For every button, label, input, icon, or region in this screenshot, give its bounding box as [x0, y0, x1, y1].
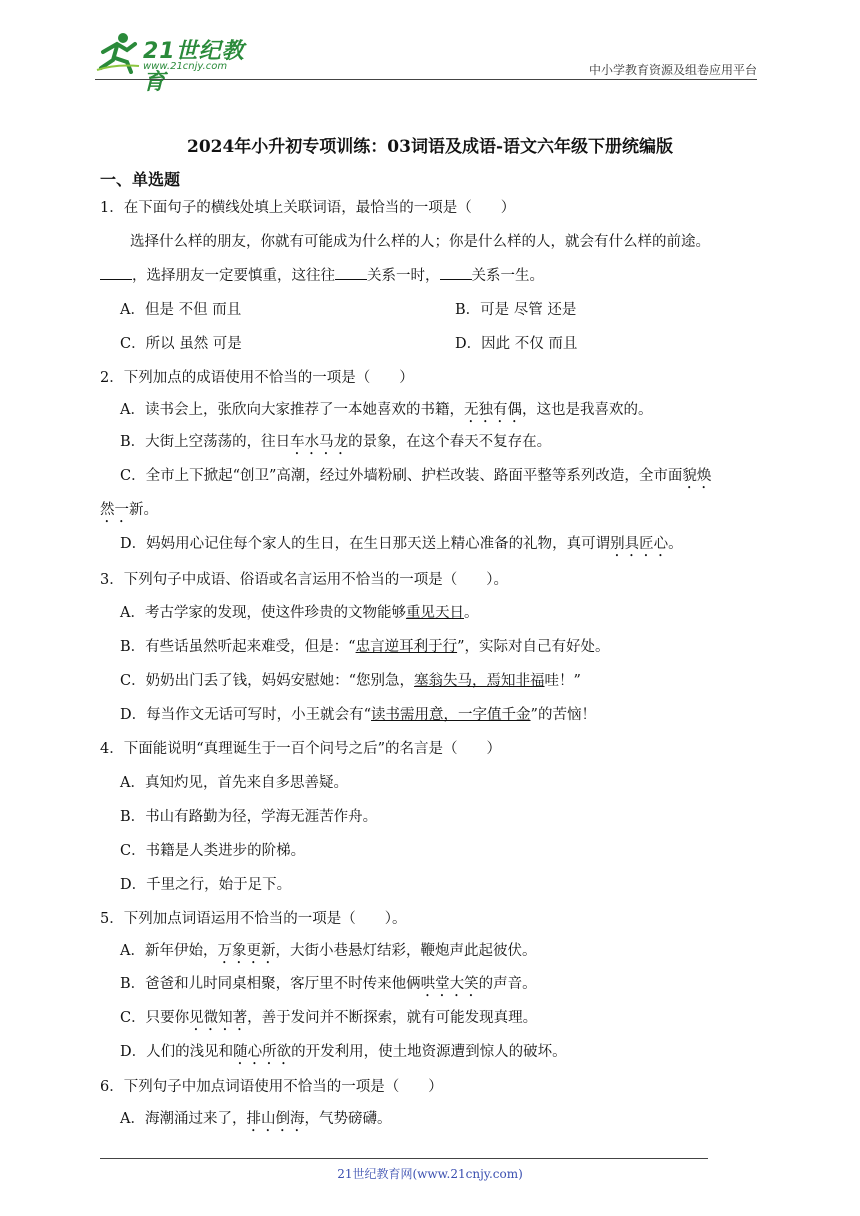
runner-logo-icon: [95, 30, 141, 74]
question-1-stem: 1．在下面句子的横线处填上关联词语，最恰当的一项是（ ）: [100, 200, 516, 216]
question-1-option-a: A．但是 不但 而且: [120, 302, 242, 318]
question-2-option-c-cont: 然一新。: [100, 502, 158, 518]
question-5-option-a: A．新年伊始，万象更新，大街小巷悬灯结彩，鞭炮声此起彼伏。: [120, 943, 537, 959]
question-1-option-b: B．可是 尽管 还是: [455, 302, 577, 318]
underlined-phrase: 忠言逆耳利于行: [355, 639, 458, 655]
page-title: 2024年小升初专项训练：03词语及成语-语文六年级下册统编版: [186, 137, 674, 157]
blank-1: [100, 265, 132, 280]
question-6-option-a: A．海潮涌过来了，排山倒海，气势磅礴。: [120, 1111, 392, 1127]
question-4-option-c: C．书籍是人类进步的阶梯。: [120, 843, 306, 859]
question-5-option-c: C．只要你见微知著，善于发问并不断探索，就有可能发现真理。: [120, 1010, 538, 1026]
question-4-stem: 4．下面能说明“真理诞生于一百个问号之后”的名言是（ ）: [100, 741, 502, 757]
footer-link[interactable]: 21世纪教育网(www.21cnjy.com): [337, 1167, 523, 1181]
question-3-option-b: B．有些话虽然听起来难受，但是：“忠言逆耳利于行”，实际对自己有好处。: [120, 639, 610, 655]
dotted-idiom: 哄堂大笑: [420, 976, 479, 992]
page-header: [95, 30, 757, 95]
question-2-option-c: C．全市上下掀起“创卫”高潮，经过外墙粉刷、护栏改装、路面平整等系列改造，全市面貌焕: [120, 468, 712, 484]
question-4-option-d: D．千里之行，始于足下。: [120, 877, 292, 893]
question-2-option-d: D．妈妈用心记住每个家人的生日，在生日那天送上精心准备的礼物，真可谓别具匠心。: [120, 536, 683, 552]
underlined-phrase: 重见天日: [405, 605, 464, 621]
question-4-option-b: B．书山有路勤为径，学海无涯苦作舟。: [120, 809, 378, 825]
question-5-option-b: B．爸爸和儿时同桌相聚，客厅里不时传来他俩哄堂大笑的声音。: [120, 976, 537, 992]
question-3-option-a: A．考古学家的发现，使这件珍贵的文物能够重见天日。: [120, 605, 479, 621]
logo-url: www.21cnjy.com: [143, 61, 228, 72]
question-1-passage: 选择什么样的朋友，你就有可能成为什么样的人；你是什么样的人，就会有什么样的前途。: [130, 234, 710, 250]
section-heading: 一、单选题: [100, 170, 181, 189]
question-4-option-a: A．真知灼见，首先来自多思善疑。: [120, 775, 348, 791]
dotted-idiom: 万象更新: [217, 943, 276, 959]
question-2-option-a: A．读书会上，张欣向大家推荐了一本她喜欢的书籍，无独有偶，这也是我喜欢的。: [120, 402, 653, 418]
dotted-idiom: 无独有偶: [463, 402, 522, 418]
question-3-option-c: C．奶奶出门丢了钱，妈妈安慰她：“您别急，塞翁失马，焉知非福哇！”: [120, 673, 581, 689]
blank-2: [335, 265, 367, 280]
question-1-passage-cont: ，选择朋友一定要慎重，这往往 关系一时， 关系一生。: [100, 264, 544, 285]
question-3-option-d: D．每当作文无话可写时，小王就会有“读书需用意，一字值千金”的苦恼！: [120, 707, 596, 723]
underlined-phrase: 读书需用意，一字值千金: [371, 707, 531, 723]
dotted-idiom: 随心所欲: [233, 1044, 292, 1060]
question-2-stem: 2．下列加点的成语使用不恰当的一项是（ ）: [100, 370, 414, 386]
header-divider: [95, 79, 757, 80]
platform-name: 中小学教育资源及组卷应用平台: [588, 63, 757, 77]
question-3-stem: 3．下列句子中成语、俗语或名言运用不恰当的一项是（ ）。: [100, 572, 508, 588]
logo: [95, 30, 265, 95]
dotted-idiom: 然一: [100, 502, 129, 518]
question-5-option-d: D．人们的浅见和随心所欲的开发利用，使土地资源遭到惊人的破坏。: [120, 1044, 567, 1060]
logo-text: 21世纪教育: [143, 39, 245, 95]
underlined-phrase: 塞翁失马，焉知非福: [414, 673, 545, 689]
question-1-option-c: C．所以 虽然 可是: [120, 336, 242, 352]
question-6-stem: 6．下列句子中加点词语使用不恰当的一项是（ ）: [100, 1079, 443, 1095]
blank-3: [440, 265, 472, 280]
question-2-option-b: B．大街上空荡荡的，往日车水马龙的景象，在这个春天不复存在。: [120, 434, 552, 450]
footer-divider: [100, 1158, 708, 1159]
question-5-stem: 5．下列加点词语运用不恰当的一项是（ ）。: [100, 911, 407, 927]
dotted-idiom: 貌焕: [682, 468, 712, 484]
dotted-idiom: 排山倒海: [246, 1111, 305, 1127]
question-1-option-d: D．因此 不仅 而且: [455, 336, 578, 352]
dotted-idiom: 别具匠心: [610, 536, 669, 552]
dotted-idiom: 车水马龙: [290, 434, 349, 450]
dotted-idiom: 见微知著: [189, 1010, 248, 1026]
